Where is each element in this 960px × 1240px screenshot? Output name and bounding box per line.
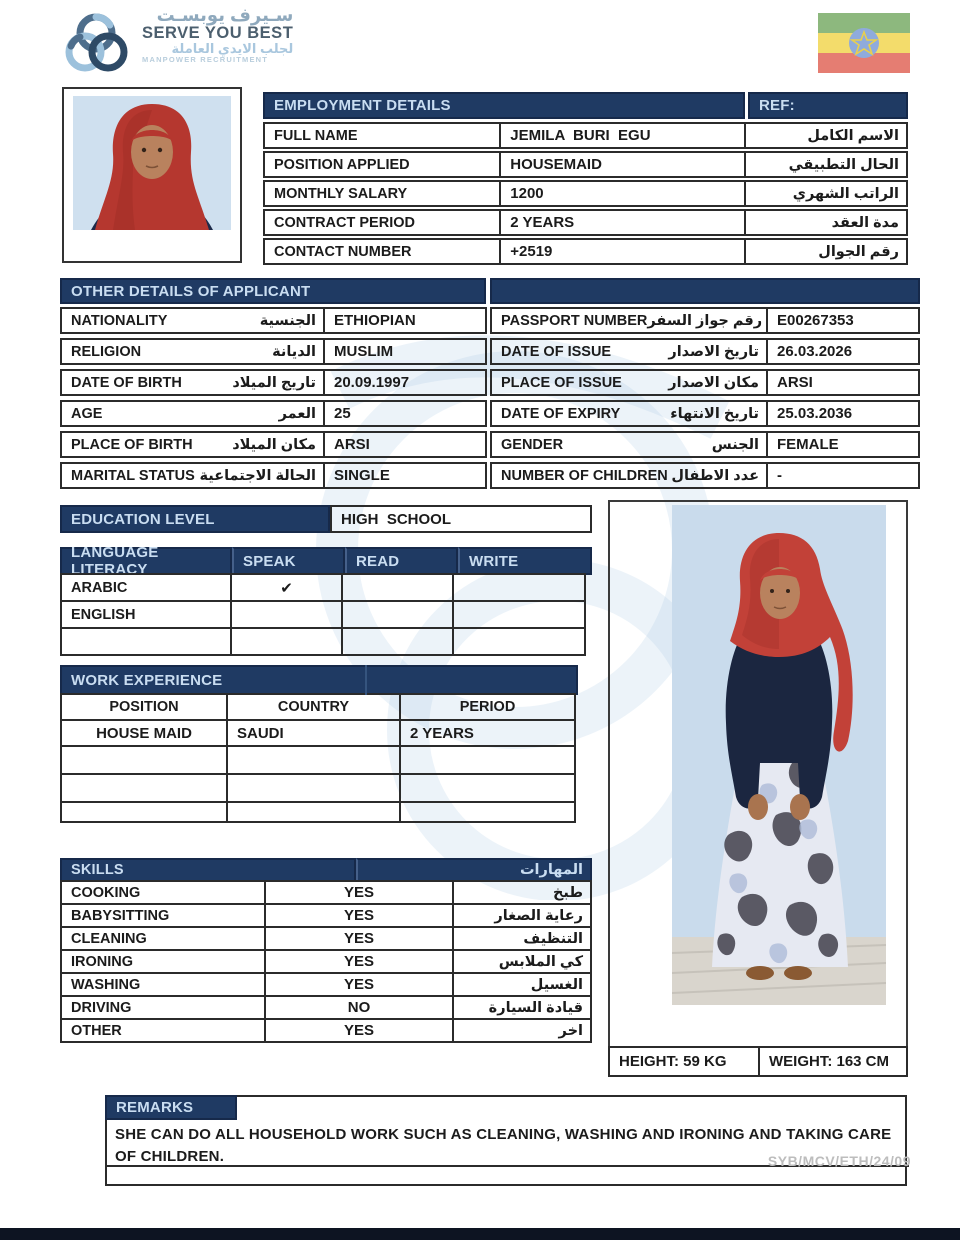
table-row — [490, 338, 920, 365]
other-details-header-right — [490, 278, 920, 304]
field-arabic-label: تاريخ الاصدار — [668, 343, 759, 360]
table-row — [60, 369, 487, 396]
employment-details-table — [263, 92, 908, 265]
field-arabic-label: الجنسية — [259, 312, 316, 329]
document-code: SYB/MCV/ETH/24/09 — [767, 1153, 911, 1169]
country-value: SAUDI — [237, 724, 284, 742]
education-level-label: EDUCATION LEVEL — [60, 505, 330, 533]
skill-arabic: قيادة السيارة — [488, 999, 583, 1016]
language-header-row — [60, 544, 592, 578]
skill-arabic: الغسيل — [530, 976, 583, 993]
skill-value: YES — [343, 953, 374, 970]
logo-arabic-subtitle: لجلب الايدي العاملة — [171, 41, 294, 57]
language-literacy-table — [60, 544, 592, 656]
field-arabic-label: الديانة — [272, 343, 316, 360]
skills-title: SKILLS — [60, 858, 356, 882]
field-arabic-label: مكان الاصدار — [668, 374, 759, 391]
field-label: MARITAL STATUS — [71, 467, 195, 484]
field-arabic-label: العمر — [278, 405, 316, 422]
other-details-header — [60, 278, 920, 304]
field-arabic-label: الراتب الشهري — [792, 185, 899, 202]
field-label: RELIGION — [71, 343, 142, 360]
skill-label: CLEANING — [71, 930, 147, 947]
table-row — [60, 801, 578, 823]
table-row — [263, 151, 908, 178]
table-row — [60, 745, 578, 775]
other-details-title: OTHER DETAILS OF APPLICANT — [60, 278, 486, 304]
table-row — [60, 719, 578, 747]
skill-label: COOKING — [71, 884, 141, 901]
field-value: ARSI — [777, 374, 813, 391]
skill-value: YES — [343, 1022, 374, 1039]
field-value: 2 YEARS — [510, 214, 575, 231]
field-arabic-label: الحال التطبيقي — [788, 156, 899, 173]
field-label: PASSPORT NUMBER — [501, 312, 648, 329]
table-row — [60, 880, 592, 905]
header-divider — [365, 665, 367, 695]
table-row — [60, 600, 592, 629]
skill-label: OTHER — [71, 1022, 122, 1039]
field-value: HOUSEMAID — [510, 156, 602, 173]
field-label: POSITION APPLIED — [274, 156, 410, 173]
table-row — [490, 307, 920, 334]
skills-title-arabic: المهارات — [356, 858, 592, 882]
passport-photo — [73, 96, 231, 230]
table-row — [263, 238, 908, 265]
skills-header-row — [60, 858, 592, 882]
table-row — [60, 773, 578, 803]
language-name: ARABIC — [71, 579, 128, 596]
column-header: SPEAK — [243, 552, 296, 570]
skill-value: YES — [343, 976, 374, 993]
skill-value: NO — [347, 999, 371, 1016]
field-arabic-label: تاريخ الانتهاء — [670, 405, 759, 422]
field-value: FEMALE — [777, 436, 839, 453]
field-label: NATIONALITY — [71, 312, 168, 329]
column-header: LANGUAGE LITERACY — [71, 544, 159, 578]
table-row — [263, 209, 908, 236]
field-value: E00267353 — [777, 312, 854, 329]
period-value: 2 YEARS — [410, 724, 474, 742]
field-value: 25.03.2036 — [777, 405, 853, 422]
table-row — [263, 122, 908, 149]
logo-knot-icon — [58, 6, 134, 82]
skill-label: IRONING — [71, 953, 134, 970]
field-label: NUMBER OF CHILDREN — [501, 467, 668, 484]
column-header: READ — [356, 552, 400, 570]
position-value: HOUSE MAID — [96, 724, 192, 742]
language-name: ENGLISH — [71, 606, 136, 623]
field-label: DATE OF BIRTH — [71, 374, 182, 391]
table-row — [60, 338, 487, 365]
table-row — [490, 369, 920, 396]
passport-photo-frame — [62, 87, 242, 263]
field-label: PLACE OF BIRTH — [71, 436, 193, 453]
height-value: HEIGHT: 59 KG — [619, 1053, 727, 1070]
field-arabic-label: الاسم الكامل — [807, 127, 899, 144]
employment-title: EMPLOYMENT DETAILS — [263, 92, 745, 119]
work-experience-header-row — [60, 693, 578, 721]
table-row — [60, 627, 592, 656]
education-level-value: HIGH SCHOOL — [341, 510, 452, 528]
applicant-photo-panel — [608, 500, 908, 1077]
skill-arabic: التنظيف — [523, 930, 583, 947]
field-arabic-label: رقم الجوال — [818, 243, 899, 260]
field-value: JEMILA BURI EGU — [510, 127, 651, 144]
field-arabic-label: مكان الميلاد — [232, 436, 316, 453]
skill-label: DRIVING — [71, 999, 132, 1016]
skill-label: BABYSITTING — [71, 907, 170, 924]
skill-value: YES — [343, 884, 374, 901]
skill-label: WASHING — [71, 976, 141, 993]
remarks-text: SHE CAN DO ALL HOUSEHOLD WORK SUCH AS CLEANING, WASHING AND IRONING AND TAKING CARE OF CHILDREN. — [115, 1126, 892, 1165]
physical-stats-row — [608, 1046, 908, 1077]
table-row — [60, 995, 592, 1020]
footer-bar — [0, 1228, 960, 1240]
employment-header-row — [263, 92, 908, 119]
field-arabic-label: رقم جواز السفر — [647, 312, 763, 329]
field-value: ARSI — [334, 436, 370, 453]
remarks-section — [105, 1095, 911, 1186]
remarks-title-tab: REMARKS — [105, 1095, 237, 1120]
skill-value: YES — [343, 930, 374, 947]
field-value: +2519 — [510, 243, 553, 260]
field-value: SINGLE — [334, 467, 390, 484]
other-details-right — [490, 307, 920, 489]
employment-ref-label: REF: — [748, 92, 908, 119]
field-label: FULL NAME — [274, 127, 358, 144]
logo-text — [142, 6, 293, 64]
table-row — [60, 307, 487, 334]
field-value: - — [777, 467, 782, 484]
table-row — [490, 431, 920, 458]
table-row — [60, 903, 592, 928]
weight-value: WEIGHT: 163 CM — [769, 1053, 890, 1070]
table-row — [60, 972, 592, 997]
field-value: 26.03.2026 — [777, 343, 853, 360]
logo-name: SERVE YOU BEST — [142, 23, 294, 42]
speak-check: ✔ — [280, 579, 293, 597]
field-value: ETHIOPIAN — [334, 312, 416, 329]
table-row — [490, 462, 920, 489]
other-details-section — [60, 278, 920, 484]
column-header: WRITE — [469, 552, 519, 570]
company-logo — [58, 6, 293, 82]
field-label: CONTRACT PERIOD — [274, 214, 415, 231]
skill-arabic: رعاية الصغار — [494, 907, 583, 924]
table-row — [60, 462, 487, 489]
field-label: PLACE OF ISSUE — [501, 374, 622, 391]
skills-table — [60, 858, 592, 1043]
field-value: 25 — [334, 405, 351, 422]
field-label: DATE OF ISSUE — [501, 343, 612, 360]
table-row — [60, 926, 592, 951]
column-header: PERIOD — [459, 699, 516, 715]
skill-arabic: طبخ — [552, 884, 583, 901]
field-label: DATE OF EXPIRY — [501, 405, 621, 422]
ethiopia-flag — [818, 13, 910, 73]
skill-arabic: اخر — [558, 1022, 583, 1039]
field-arabic-label: عدد الاطفال — [671, 467, 759, 484]
column-header: COUNTRY — [277, 699, 350, 715]
field-label: MONTHLY SALARY — [274, 185, 408, 202]
table-row — [60, 949, 592, 974]
work-experience-table — [60, 665, 578, 823]
table-row — [490, 400, 920, 427]
table-row — [60, 573, 592, 602]
field-label: AGE — [71, 405, 103, 422]
field-arabic-label: الحالة الاجتماعية — [199, 467, 316, 484]
other-details-left — [60, 307, 487, 489]
field-arabic-label: تاريج الميلاد — [232, 374, 316, 391]
logo-arabic-title: سـيرف يوبسـت — [156, 5, 294, 25]
full-body-photo — [672, 505, 886, 1005]
logo-tagline: MANPOWER RECRUITMENT — [142, 54, 269, 64]
work-experience-title-bar: WORK EXPERIENCE — [60, 665, 578, 695]
skill-value: YES — [343, 907, 374, 924]
field-value: 20.09.1997 — [334, 374, 410, 391]
field-label: CONTACT NUMBER — [274, 243, 412, 260]
education-level-value-cell — [330, 505, 592, 533]
field-value: MUSLIM — [334, 343, 394, 360]
skill-arabic: كي الملابس — [498, 953, 583, 970]
table-row — [263, 180, 908, 207]
education-level-row — [60, 505, 592, 533]
field-arabic-label: الجنس — [711, 436, 759, 453]
field-label: GENDER — [501, 436, 564, 453]
table-row — [60, 1018, 592, 1043]
field-arabic-label: مدة العقد — [831, 214, 899, 231]
column-header: POSITION — [109, 699, 179, 715]
field-value: 1200 — [510, 185, 544, 202]
table-row — [60, 431, 487, 458]
table-row — [60, 400, 487, 427]
